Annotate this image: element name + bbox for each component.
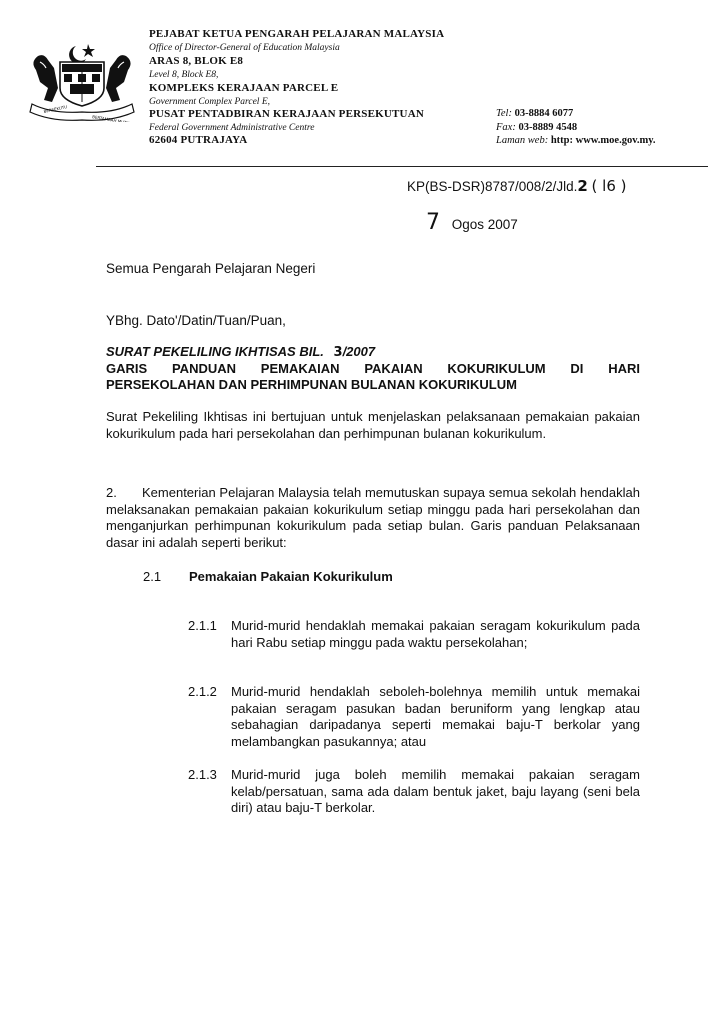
- paragraph-2-number: 2.: [106, 485, 117, 500]
- letterhead-line: Federal Government Administrative Centre: [149, 123, 315, 133]
- contact-tel: [496, 108, 573, 119]
- list-item-text: Murid-murid juga boleh memilih memakai pakaian seragam kelab/persatuan, sama ada dalam bentuk jaket, baju layang (seni bela diri) atau baju-T berkolar.: [231, 767, 640, 815]
- letterhead-line: Government Complex Parcel E,: [149, 97, 270, 107]
- list-item-text: Murid-murid hendaklah memakai pakaian seragam kokurikulum pada hari Rabu setiap minggu pada waktu persekolahan;: [231, 618, 640, 650]
- salutation: YBhg. Dato'/Datin/Tuan/Puan,: [106, 313, 286, 328]
- contact-web: [496, 135, 656, 146]
- circular-subject-line-1: GARIS PANDUAN PEMAKAIAN PAKAIAN KOKURIKULUM DI HARI: [106, 361, 640, 376]
- circular-title-suffix: /2007: [342, 344, 376, 359]
- circular-title: [106, 344, 375, 360]
- letterhead-line: PUSAT PENTADBIRAN KERAJAAN PERSEKUTUAN: [149, 108, 424, 120]
- reference-handwritten-suffix: ( l6 ): [591, 177, 627, 195]
- letterhead-line: Office of Director-General of Education Malaysia: [149, 43, 340, 53]
- contact-fax: [496, 122, 577, 133]
- recipient: Semua Pengarah Pelajaran Negeri: [106, 261, 316, 276]
- letterhead-divider: [96, 166, 708, 167]
- paragraph-2: [106, 485, 640, 551]
- web-label: Laman web:: [496, 135, 549, 146]
- letterhead-line: ARAS 8, BLOK E8: [149, 55, 244, 67]
- web-value: http: www.moe.gov.my.: [550, 135, 656, 146]
- letterhead-line: KOMPLEKS KERAJAAN PARCEL E: [149, 82, 339, 94]
- paragraph-2-text: Kementerian Pelajaran Malaysia telah memutuskan supaya semua sekolah hendaklah melaksanakan pemakaian pakaian kokurikulum setiap minggu pada hari persekolahan dan menganjurkan perhimpunan kokurikulum pada setiap bulan. Garis panduan Pelaksanaan dasar ini adalah seperti berikut:: [106, 485, 640, 550]
- tel-label: Tel:: [496, 108, 512, 119]
- section-number: 2.1: [143, 569, 162, 584]
- letterhead-line: 62604 PUTRAJAYA: [149, 134, 248, 146]
- section-heading: Pemakaian Pakaian Kokurikulum: [189, 569, 393, 584]
- list-item-number: 2.1.2: [188, 684, 217, 699]
- paragraph-intro: Surat Pekeliling Ikhtisas ini bertujuan untuk menjelaskan pelaksanaan pemakaian pakaian kokurikulum pada hari persekolahan dan perhimpunan bulanan kokurikulum.: [106, 409, 640, 441]
- list-item-text: Murid-murid hendaklah seboleh-bolehnya memilih untuk memakai pakaian seragam pasukan badan beruniform yang lengkap atau sebahagian daripadanya seperti memakai baju-T berkolar yang melambangkan pasukannya; atau: [231, 684, 640, 749]
- fax-value: 03-8889 4548: [518, 122, 578, 133]
- circular-title-prefix: SURAT PEKELILING IKHTISAS BIL.: [106, 344, 324, 359]
- letter-date: [426, 210, 518, 235]
- reference-handwritten-number: 2: [577, 177, 588, 195]
- coat-of-arms-logo: [26, 40, 138, 122]
- reference-number: [407, 177, 627, 195]
- circular-title-number: 3: [333, 345, 343, 360]
- circular-subject-line-2: PERSEKOLAHAN DAN PERHIMPUNAN BULANAN KOKURIKULUM: [106, 377, 517, 392]
- list-item-number: 2.1.3: [188, 767, 217, 782]
- date-month-year: Ogos 2007: [451, 217, 518, 232]
- date-day-handwritten: 7: [426, 210, 440, 235]
- fax-label: Fax:: [496, 122, 516, 133]
- svg-text:BERTAMBAH MUTU: BERTAMBAH MUTU: [91, 114, 130, 122]
- reference-prefix: KP(BS-DSR)8787/008/2/Jld.: [407, 179, 578, 194]
- list-item-number: 2.1.1: [188, 618, 217, 633]
- letterhead-line: Level 8, Block E8,: [149, 70, 219, 80]
- letterhead-line: PEJABAT KETUA PENGARAH PELAJARAN MALAYSIA: [149, 28, 445, 40]
- tel-value: 03-8884 6077: [514, 108, 574, 119]
- svg-text:BERSEKUTU: BERSEKUTU: [43, 104, 68, 114]
